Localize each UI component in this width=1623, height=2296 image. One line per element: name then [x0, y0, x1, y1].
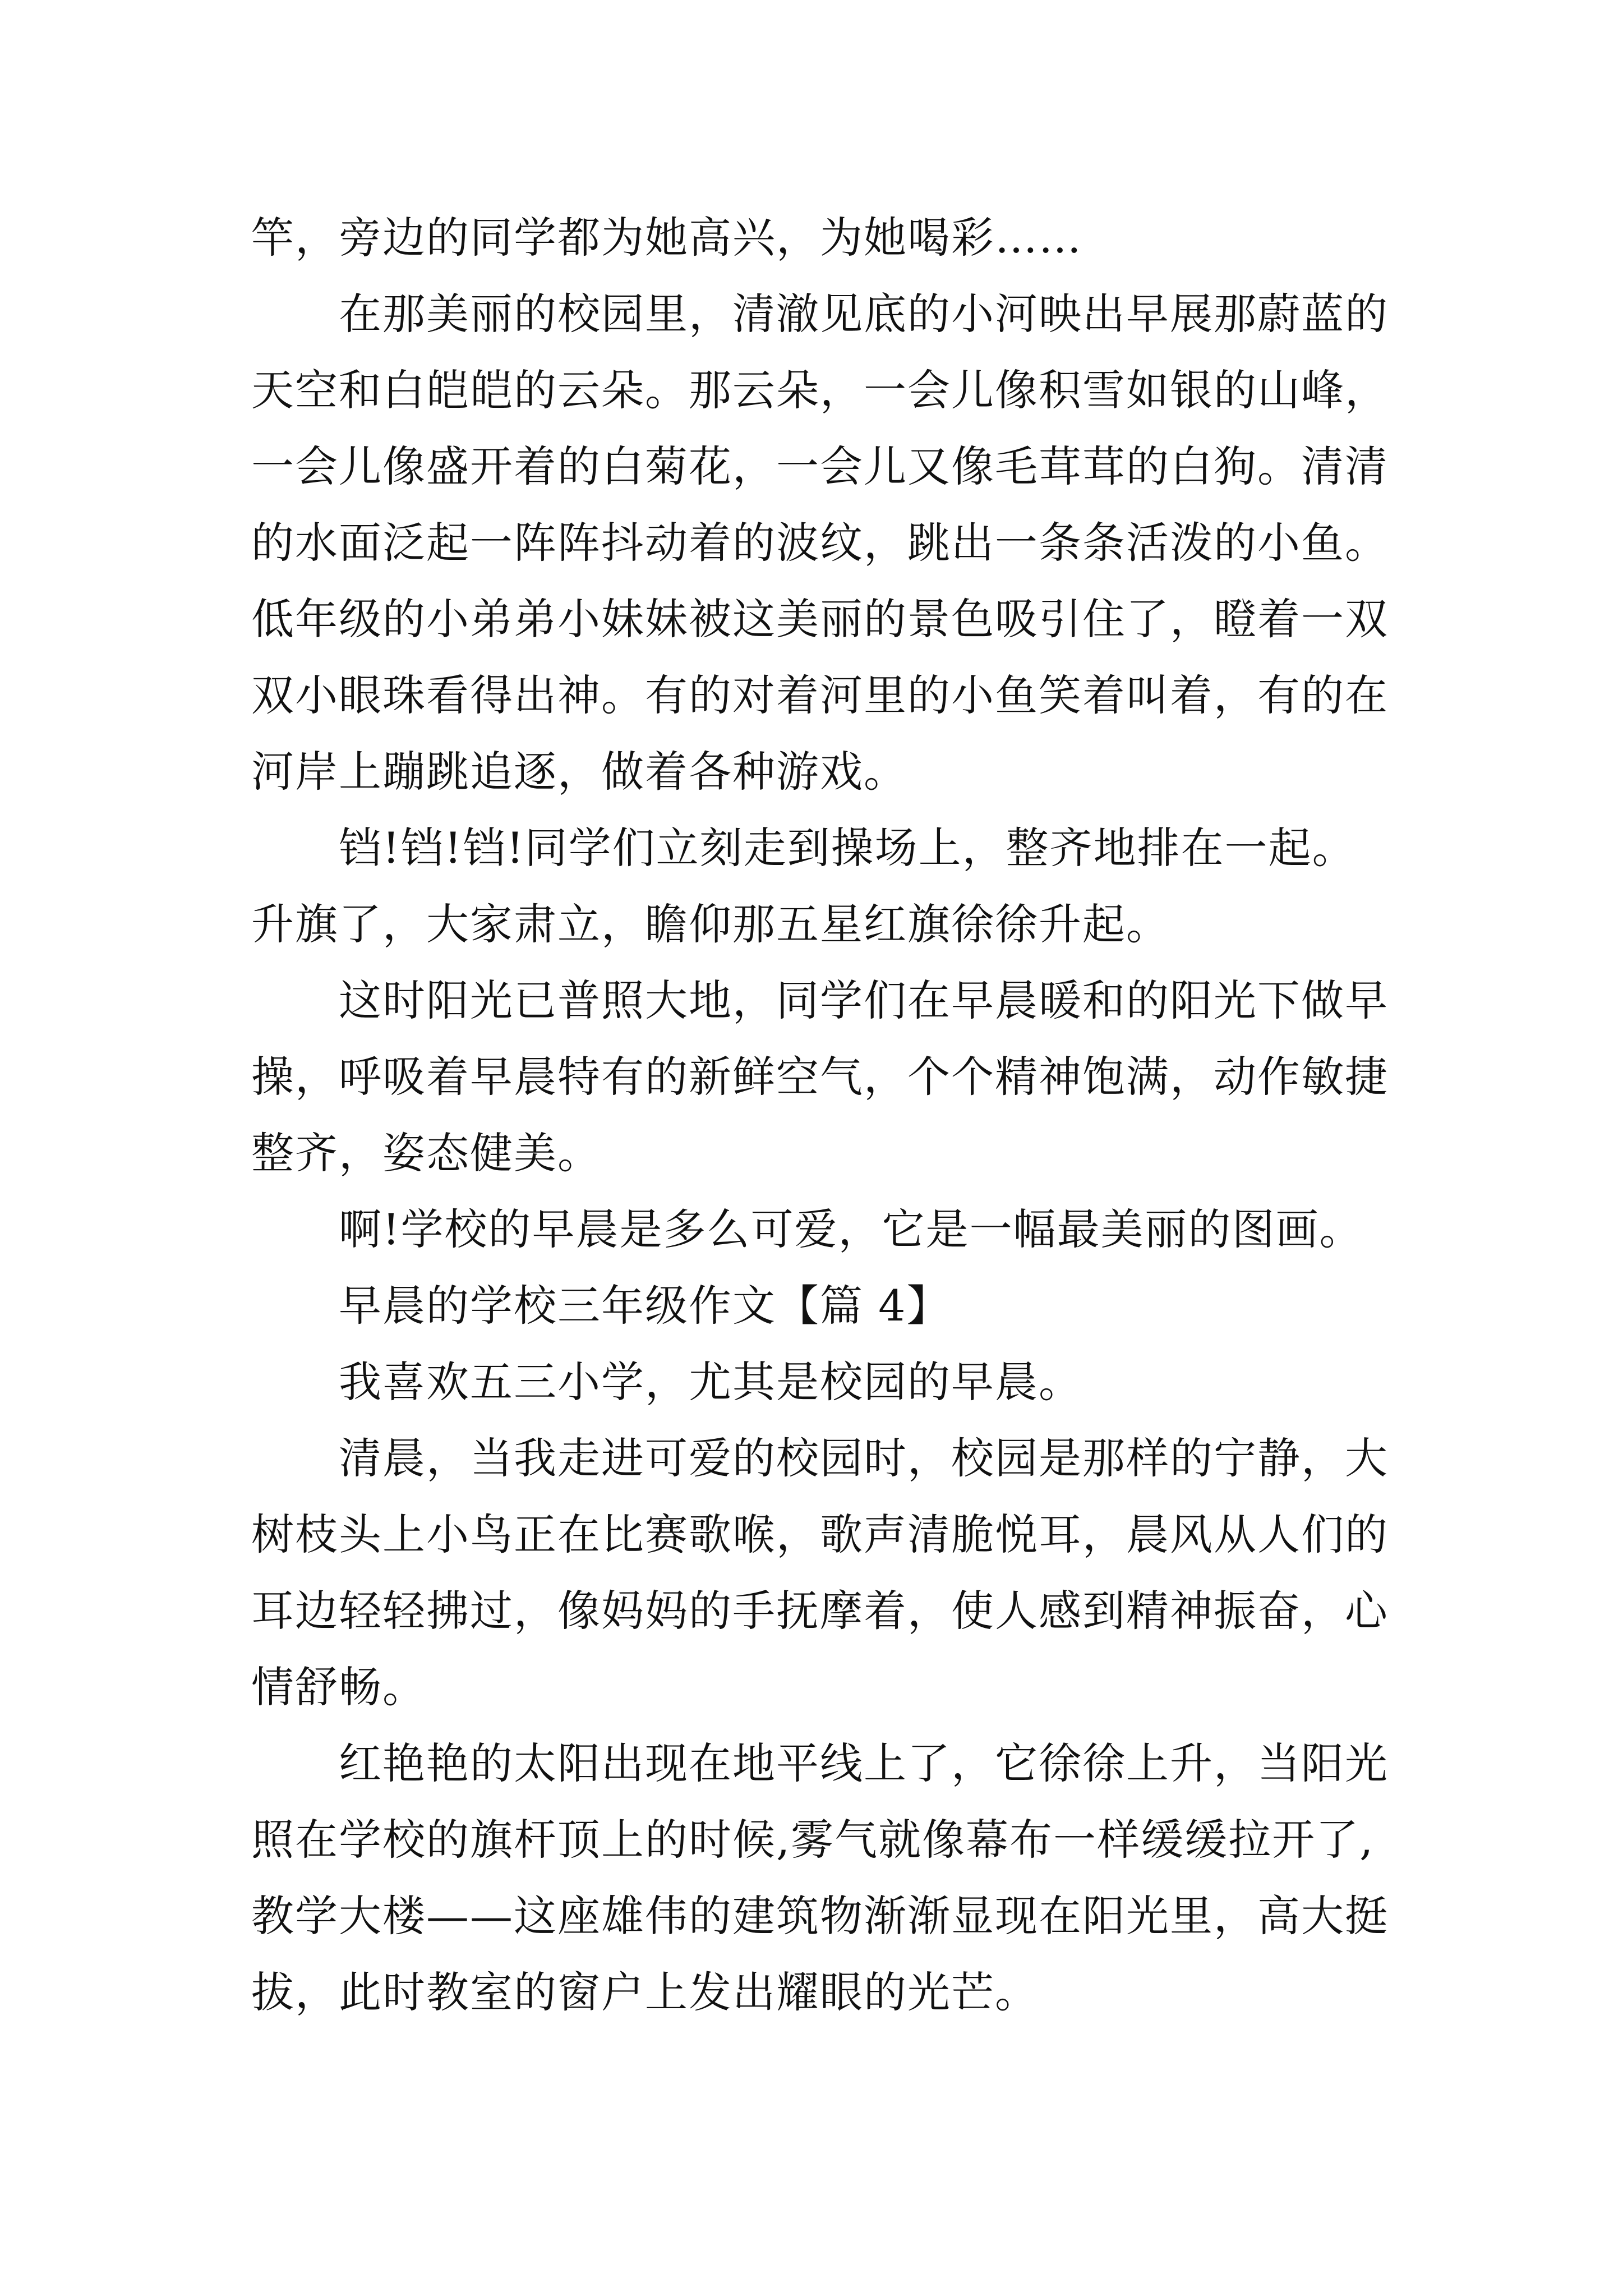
text-line: 天空和白皑皑的云朵。那云朵，一会儿像积雪如银的山峰， [251, 365, 1389, 415]
text-line: 情舒畅。 [251, 1662, 426, 1712]
text-line: 这时阳光已普照大地，同学们在早晨暖和的阳光下做早 [339, 976, 1389, 1025]
text-line: 铛!铛!铛!同学们立刻走到操场上，整齐地排在一起。 [339, 823, 1356, 873]
text-line: 清晨，当我走进可爱的校园时，校园是那样的宁静，大 [339, 1433, 1389, 1483]
text-line: 双小眼珠看得出神。有的对着河里的小鱼笑着叫着，有的在 [251, 670, 1389, 720]
document-body [251, 200, 1395, 2031]
text-line: 我喜欢五三小学，尤其是校园的早晨。 [339, 1357, 1082, 1407]
text-line: 啊!学校的早晨是多么可爱，它是一幅最美丽的图画。 [339, 1204, 1363, 1254]
text-line: 拔，此时教室的窗户上发出耀眼的光芒。 [251, 1967, 1039, 2017]
text-line: 耳边轻轻拂过，像妈妈的手抚摩着，使人感到精神振奋，心 [251, 1586, 1389, 1636]
text-line: 教学大楼——这座雄伟的建筑物渐渐显现在阳光里，高大挺 [251, 1891, 1389, 1941]
text-line: 的水面泛起一阵阵抖动着的波纹，跳出一条条活泼的小鱼。 [251, 518, 1389, 568]
text-line: 树枝头上小鸟正在比赛歌喉，歌声清脆悦耳，晨风从人们的 [251, 1510, 1389, 1559]
text-line: 一会儿像盛开着的白菊花，一会儿又像毛茸茸的白狗。清清 [251, 441, 1389, 491]
text-line: 升旗了，大家肃立，瞻仰那五星红旗徐徐升起。 [251, 899, 1170, 949]
text-line: 在那美丽的校园里，清澈见底的小河映出早展那蔚蓝的 [339, 289, 1389, 339]
text-line: 竿，旁边的同学都为她高兴，为她喝彩…… [251, 213, 1082, 263]
text-line: 照在学校的旗杆顶上的时候,雾气就像幕布一样缓缓拉开了, [251, 1815, 1375, 1865]
text-line: 河岸上蹦跳追逐，做着各种游戏。 [251, 747, 907, 797]
text-line: 操，呼吸着早晨特有的新鲜空气，个个精神饱满，动作敏捷 [251, 1052, 1389, 1102]
section-heading: 早晨的学校三年级作文【篇 4】 [339, 1281, 951, 1331]
text-line: 低年级的小弟弟小妹妹被这美丽的景色吸引住了，瞪着一双 [251, 594, 1389, 644]
text-line: 红艳艳的太阳出现在地平线上了，它徐徐上升，当阳光 [339, 1738, 1389, 1788]
text-line: 整齐，姿态健美。 [251, 1128, 601, 1178]
